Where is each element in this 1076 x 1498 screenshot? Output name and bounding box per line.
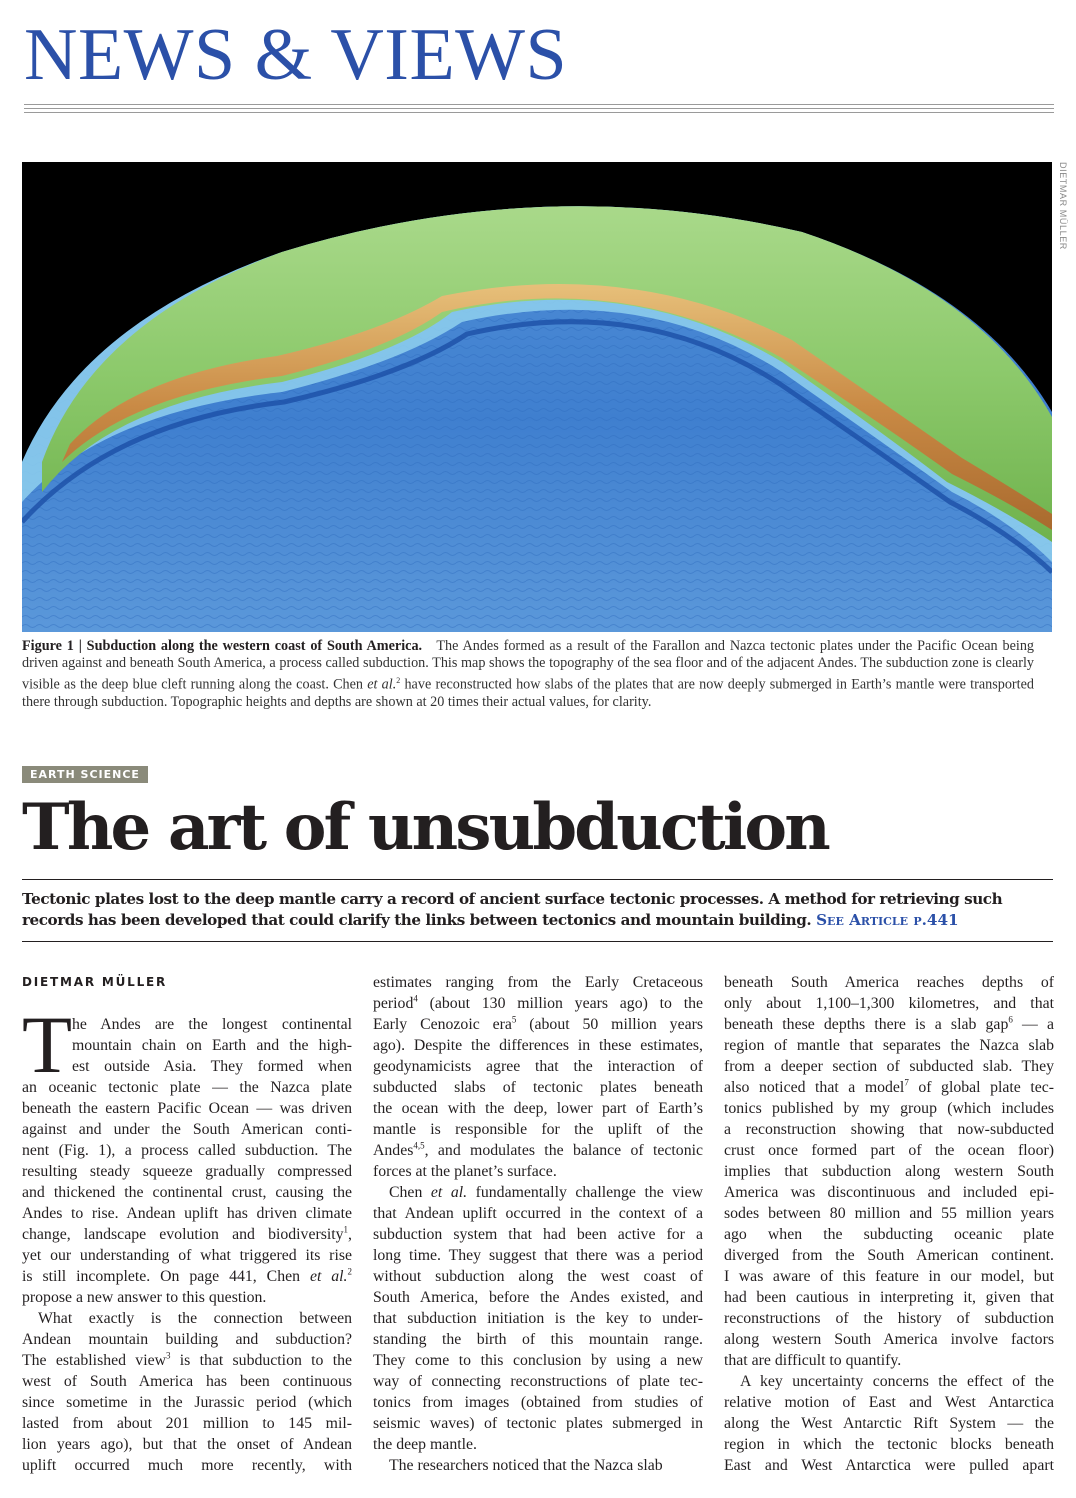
topography-map-image bbox=[22, 162, 1052, 632]
standfirst: Tectonic plates lost to the deep mantle carry a record of ancient surface tectonic processes. A method for retrieving such records has been developed that could clarify the links between tectonics and mountain building. See Article p.441 bbox=[22, 890, 1003, 929]
body-column-3: beneath South America reaches depths of only about 1,100–1,300 kilometres, and that beneath these depths there is a slab gap$^6$ — a region of mantle that separates the Nazca slab from a deeper section of subducted slab. They also noticed that a model$^7$ of global plate tec- tonics published by my group (which includes a reconstruction showing that now-subducted crust once formed part of the ocean floor) implies that subduction along western South America was discontinuous and included epi- sodes between 80 million and 55 million years ago when the subducting oceanic plate diverged from the South American continent. I was aware of this feature in our model, but had been cautious in interpreting it, given that reconstructions of the history of subduction along western South America involve factors that are difficult to quantify. A key uncertainty concerns the effect of the relative motion of East and West Antarctica along the West Antarctic Rift System — the region in which the tectonic blocks beneath East and West Antarctica were pulled apart bbox=[724, 974, 1054, 1474]
figure-map bbox=[22, 162, 1052, 632]
photo-credit: DIETMAR MÜLLER bbox=[1058, 162, 1068, 250]
article-headline: The art of unsubduction bbox=[22, 790, 829, 865]
masthead-rules bbox=[24, 104, 1054, 118]
standfirst-rule-bottom bbox=[22, 941, 1053, 942]
body-column-2: estimates ranging from the Early Cretaceous period$^4$ (about 130 million years ago) to the Early Cenozoic era$^5$ (about 50 million years ago). Despite the differences in these estimates, geodynamicists agree that the interaction of subducted slabs of tectonic plates beneath the ocean with the deep, lower part of Earth’s mantle is responsible for the uplift of the Andes$^{4,5}$, and modulates the balance of tectonic forces at the planet’s surface. Chen et al. fundamentally challenge the view that Andean uplift occurred in the context of a subduction system that had been active for a long time. They suggest that there was a period without subduction along the west coast of South America, before the Andes existed, and that subduction initiation is the key to under- standing the birth of this mountain range. They come to this conclusion by using a new way of connecting reconstructions of plate tec- tonics from images (obtained from studies of seismic waves) of tectonic plates submerged in the deep mantle. The researchers noticed that the Nazca slab bbox=[373, 974, 704, 1474]
drop-cap: T bbox=[22, 999, 73, 1090]
masthead-title: NEWS & VIEWS bbox=[24, 14, 568, 96]
section-tag: EARTH SCIENCE bbox=[22, 766, 148, 783]
masthead bbox=[24, 12, 1054, 98]
byline: DIETMAR MÜLLER bbox=[22, 975, 168, 989]
caption-label: Figure 1 | Subduction along the western coast of South America. bbox=[22, 638, 423, 654]
figure-caption: Figure 1 | Subduction along the western coast of South America. The Andes formed as a result of the Farallon and Nazca tectonic plates under the Pacific Ocean being driven against and beneath South America, a process called subduction. This map shows the topography of the sea floor and of the adjacent Andes. The subduction zone is clearly visible as the deep blue cleft running along the coast. Chen et al.$^2$ have reconstructed how slabs of the plates that are now deeply submerged in Earth’s mantle were transported there through subduction. Topographic heights and depths are shown at 20 times their actual values, for clarity. bbox=[22, 638, 1035, 710]
body-column-1: DIETMAR MÜLLER T he Andes are the longest continental mountain chain on Earth and the high- est outside Asia. They formed when an oceanic tectonic plate — the Nazca plate beneath the eastern Pacific Ocean — was driven against and under the South American conti- nent (Fig. 1), a process called subduction. The resulting steady squeeze gradually compressed and thickened the continental crust, causing the Andes to rise. Andean uplift has driven climate change, landscape evolution and biodiversity$^1$, yet our understanding of what triggered its rise is still incomplete. On page 441, Chen et al.$^2$ propose a new answer to this question. What exactly is the connection between Andean mountain building and subduction? The established view$^3$ is that subduction to the west of South America has been continuous since sometime in the Jurassic period (which lasted from about 201 million to 145 mil- lion years ago), but that the onset of Andean uplift occurred much more recently, with bbox=[22, 972, 352, 1476]
see-article-link[interactable]: See Article p.441 bbox=[816, 911, 959, 929]
standfirst-rule-top bbox=[22, 879, 1053, 880]
